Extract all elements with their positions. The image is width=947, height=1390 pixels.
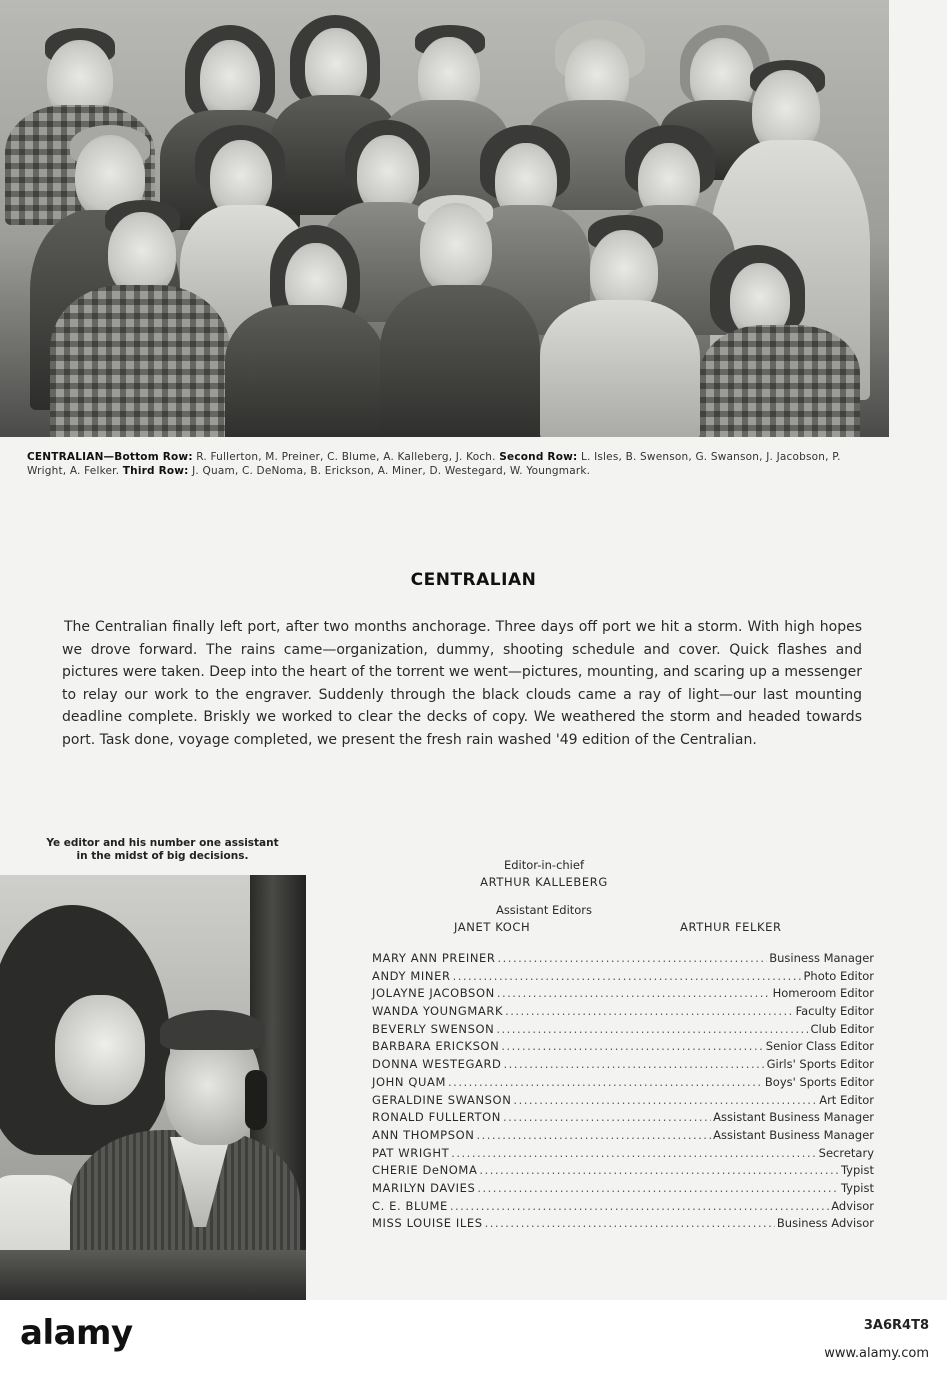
staff-row: MISS LOUISE ILES ..... Business Advisor xyxy=(372,1216,874,1234)
staff-row: BEVERLY SWENSON ..... Club Editor xyxy=(372,1022,874,1040)
caption-bottom-row-names: R. Fullerton, M. Preiner, C. Blume, A. Kalleberg, J. Koch. xyxy=(196,451,496,463)
caption-third-row-names: J. Quam, C. DeNoma, B. Erickson, A. Miner, D. Westegard, W. Youngmark. xyxy=(192,465,591,477)
editors-heading xyxy=(372,858,874,936)
group-photo xyxy=(0,0,889,437)
staff-row: MARILYN DAVIES ..... Typist xyxy=(372,1181,874,1199)
watermark-footer xyxy=(0,1300,947,1390)
group-photo-caption xyxy=(27,450,877,478)
site-url: www.alamy.com xyxy=(824,1346,929,1361)
article-body: The Centralian finally left port, after two months anchorage. Three days off port we hit a storm. With high hopes we drove forward. The rains came—organization, dummy, shooting schedule and cover. Quick flashes and pictures were taken. Deep into the heart of the torrent we went—pictures, mounting, and scaring up a messenger to relay our work to the engraver. Suddenly through the black clouds came a ray of light—our last mounting deadline complete. Briskly we worked to clear the decks of copy. We weathered the storm and headed towards port. Task done, voyage completed, we present the fresh rain washed '49 edition of the Centralian. xyxy=(62,619,862,748)
assistant-editor-name: JANET KOCH xyxy=(454,920,531,934)
telephone-icon xyxy=(245,1070,267,1130)
editor-in-chief-label: Editor-in-chief xyxy=(503,858,584,872)
staff-row: CHERIE DeNOMA ..... Typist xyxy=(372,1163,874,1181)
caption-second-row-label: Second Row: xyxy=(499,451,578,463)
caption-third-row-label: Third Row: xyxy=(122,465,189,477)
staff-row: MARY ANN PREINER ..... Business Manager xyxy=(372,951,874,969)
small-photo-caption-line: in the midst of big decisions. xyxy=(76,850,249,862)
article-title: CENTRALIAN xyxy=(410,570,537,590)
caption-second-row-names: L. Isles, B. Swenson, G. Swanson, J. Jacobson, P. Wright, A. Felker. xyxy=(27,451,841,477)
editor-in-chief-name: ARTHUR KALLEBERG xyxy=(480,875,608,889)
staff-row: C. E. BLUME ..... Advisor xyxy=(372,1199,874,1217)
small-photo-caption-line: Ye editor and his number one assistant xyxy=(46,837,279,849)
assistant-editors-label: Assistant Editors xyxy=(495,903,593,917)
editor-photo xyxy=(0,875,306,1300)
staff-row: WANDA YOUNGMARK ..... Faculty Editor xyxy=(372,1004,874,1022)
assistant-editors xyxy=(372,920,874,936)
staff-row: JOLAYNE JACOBSON ..... Homeroom Editor xyxy=(372,986,874,1004)
staff-row: DONNA WESTEGARD ..... Girls' Sports Editor xyxy=(372,1057,874,1075)
staff-list xyxy=(372,951,874,1234)
assistant-editor-name: ARTHUR FELKER xyxy=(680,920,782,934)
alamy-logo: alamy xyxy=(20,1313,133,1353)
staff-row: BARBARA ERICKSON ..... Senior Class Editor xyxy=(372,1039,874,1057)
staff-row: GERALDINE SWANSON ..... Art Editor xyxy=(372,1093,874,1111)
staff-row: RONALD FULLERTON ..... Assistant Business Manager xyxy=(372,1110,874,1128)
image-id: 3A6R4T8 xyxy=(863,1318,929,1333)
small-photo-caption xyxy=(20,837,305,863)
staff-row: PAT WRIGHT ..... Secretary xyxy=(372,1146,874,1164)
staff-row: ANN THOMPSON ..... Assistant Business Manager xyxy=(372,1128,874,1146)
staff-row: ANDY MINER ..... Photo Editor xyxy=(372,969,874,987)
staff-row: JOHN QUAM ..... Boys' Sports Editor xyxy=(372,1075,874,1093)
caption-bottom-row-label: CENTRALIAN—Bottom Row: xyxy=(27,451,193,463)
